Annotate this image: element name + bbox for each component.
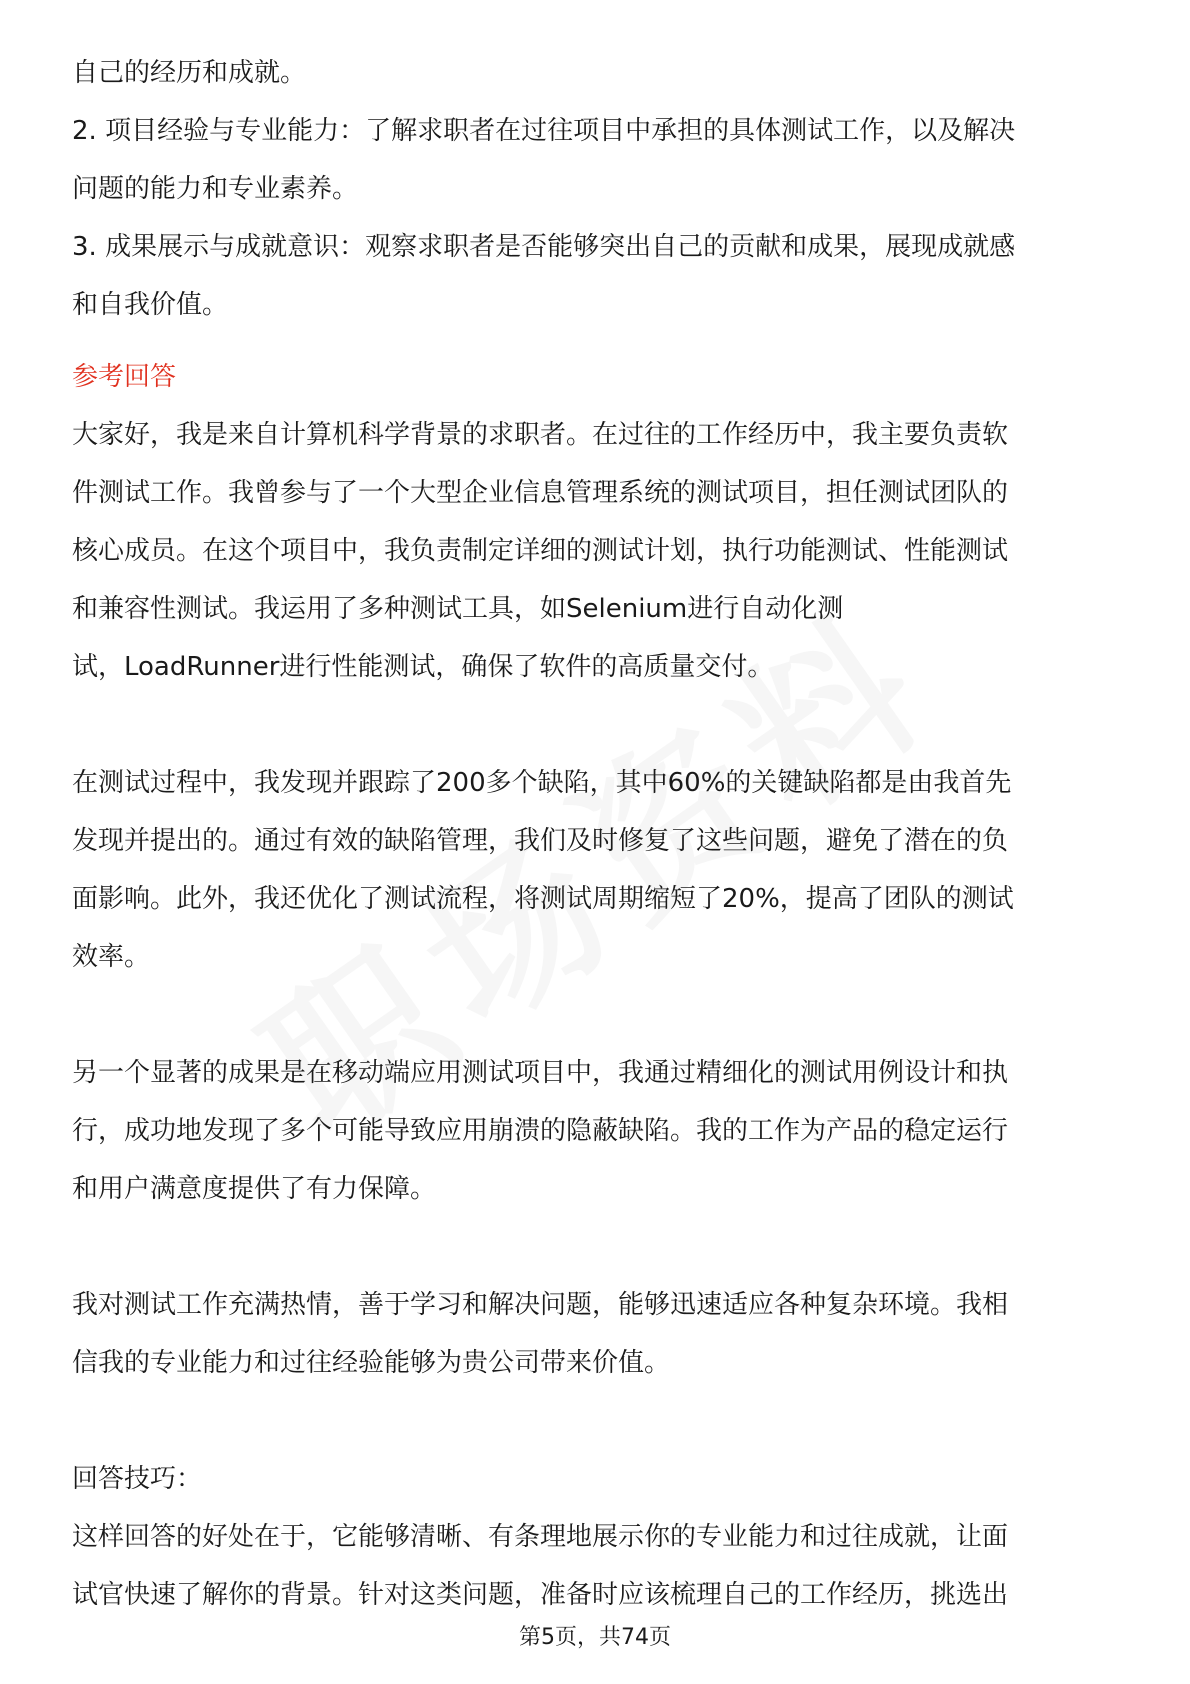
tips-heading: 回答技巧： bbox=[72, 1464, 203, 1494]
text-line: 2. 项目经验与专业能力：了解求职者在过往项目中承担的具体测试工作，以及解决 bbox=[72, 116, 1016, 146]
text-line: 这样回答的好处在于，它能够清晰、有条理地展示你的专业能力和过往成就，让面 bbox=[72, 1522, 1009, 1552]
text-line: 行，成功地发现了多个可能导致应用崩溃的隐蔽缺陷。我的工作为产品的稳定运行 bbox=[72, 1116, 1009, 1146]
text-line: 件测试工作。我曾参与了一个大型企业信息管理系统的测试项目，担任测试团队的 bbox=[72, 478, 1009, 508]
text-line: 在测试过程中，我发现并跟踪了200多个缺陷，其中60%的关键缺陷都是由我首先 bbox=[72, 768, 1012, 798]
text-line: 和用户满意度提供了有力保障。 bbox=[72, 1174, 437, 1204]
text-line: 另一个显著的成果是在移动端应用测试项目中，我通过精细化的测试用例设计和执 bbox=[72, 1058, 1009, 1088]
text-line: 和自我价值。 bbox=[72, 290, 229, 320]
text-line: 发现并提出的。通过有效的缺陷管理，我们及时修复了这些问题，避免了潜在的负 bbox=[72, 826, 1009, 856]
text-line: 试，LoadRunner进行性能测试，确保了软件的高质量交付。 bbox=[72, 652, 774, 682]
page-footer: 第5页，共74页 bbox=[519, 1625, 671, 1650]
text-line: 和兼容性测试。我运用了多种测试工具，如Selenium进行自动化测 bbox=[72, 594, 844, 624]
text-line: 大家好，我是来自计算机科学背景的求职者。在过往的工作经历中，我主要负责软 bbox=[72, 420, 1009, 450]
text-line: 核心成员。在这个项目中，我负责制定详细的测试计划，执行功能测试、性能测试 bbox=[72, 536, 1009, 566]
text-line: 信我的专业能力和过往经验能够为贵公司带来价值。 bbox=[72, 1348, 671, 1378]
text-line: 自己的经历和成就。 bbox=[72, 58, 307, 88]
text-line: 面影响。此外，我还优化了测试流程，将测试周期缩短了20%，提高了团队的测试 bbox=[72, 884, 1014, 914]
text-line: 效率。 bbox=[72, 942, 151, 972]
document-body bbox=[72, 44, 1122, 1624]
text-line: 试官快速了解你的背景。针对这类问题，准备时应该梳理自己的工作经历，挑选出 bbox=[72, 1580, 1009, 1610]
text-line: 3. 成果展示与成就意识：观察求职者是否能够突出自己的贡献和成果，展现成就感 bbox=[72, 232, 1016, 262]
text-line: 我对测试工作充满热情，善于学习和解决问题，能够迅速适应各种复杂环境。我相 bbox=[72, 1290, 1009, 1320]
answer-heading: 参考回答 bbox=[72, 362, 177, 392]
text-line: 问题的能力和专业素养。 bbox=[72, 174, 359, 204]
